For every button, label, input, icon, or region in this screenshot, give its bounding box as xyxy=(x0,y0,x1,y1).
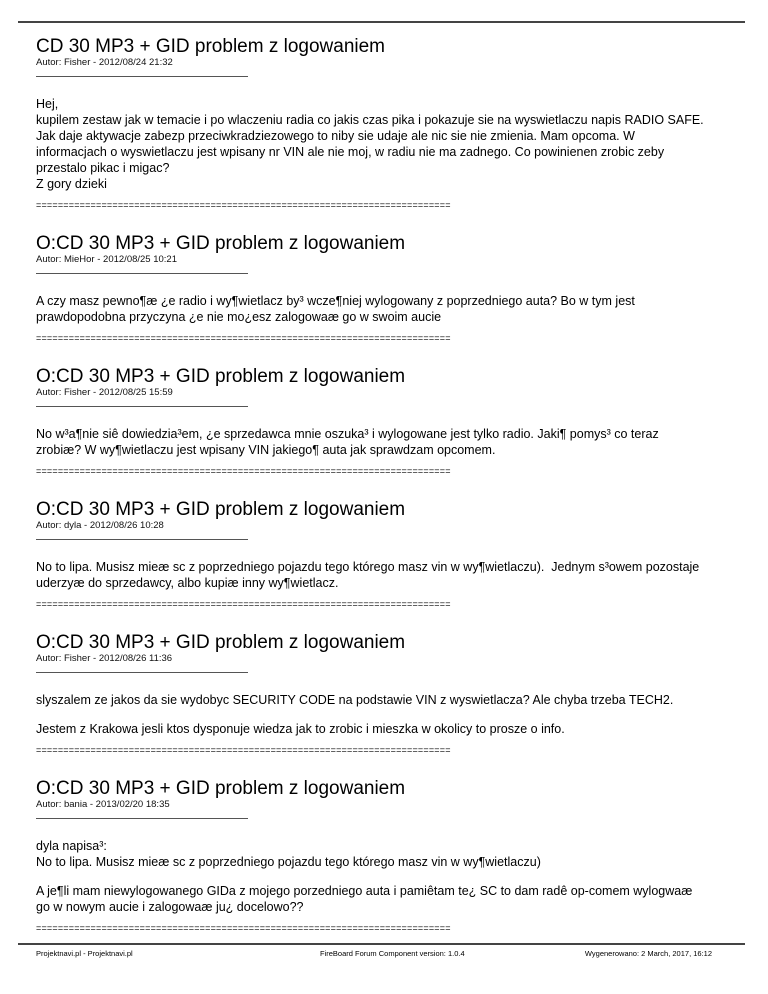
post xyxy=(36,633,736,756)
post-separator: ============================================================================ xyxy=(36,599,451,609)
meta-divider xyxy=(36,76,248,77)
post-title: O:CD 30 MP3 + GID problem z logowaniem xyxy=(36,632,406,653)
post-body xyxy=(36,293,736,325)
meta-divider xyxy=(36,539,248,540)
post-body xyxy=(36,426,736,458)
post-author-date: Autor: Fisher - 2012/08/26 11:36 xyxy=(36,653,173,664)
post-body xyxy=(36,692,736,737)
post-author-date: Autor: bania - 2013/02/20 18:35 xyxy=(36,799,170,810)
post-separator: ============================================================================ xyxy=(36,745,451,755)
post-body xyxy=(36,838,736,915)
footer-generated-date: Wygenerowano: 2 March, 2017, 16:12 xyxy=(584,949,712,958)
post-paragraph: No to lipa. Musisz mieæ sc z poprzedniego pojazdu tego którego masz vin w wy¶wietlaczu). Jednym s³owem pozostaje uderzyæ do sprzedawcy, albo kupiæ inny wy¶wietlacz. xyxy=(36,560,700,590)
post xyxy=(36,234,736,344)
meta-divider xyxy=(36,672,248,673)
post-separator: ============================================================================ xyxy=(36,333,451,343)
post xyxy=(36,779,736,934)
post-title: CD 30 MP3 + GID problem z logowaniem xyxy=(36,36,386,57)
post-separator: ============================================================================ xyxy=(36,466,451,476)
post-paragraph: Hej, kupilem zestaw jak w temacie i po wlaczeniu radia co jakis czas pika i pokazuje sie na wyswietlaczu napis RADIO SAFE. Jak daje aktywacje zabezp przeciwkradziezowego to niby sie udaje ale nic sie nie zmienia. Mam opcoma. W informacjach o wyswietlaczu jest wpisany nr VIN ale nie moj, w radiu nie ma zadnego. Co powinienen zrobic zeby przestalo pikac i migac? Z gory dzieki xyxy=(36,97,704,191)
post-separator: ============================================================================ xyxy=(36,923,451,933)
meta-divider xyxy=(36,273,248,274)
post-author-date: Autor: MieHor - 2012/08/25 10:21 xyxy=(36,254,178,265)
post-title: O:CD 30 MP3 + GID problem z logowaniem xyxy=(36,233,406,254)
post-list xyxy=(36,37,736,957)
post-paragraph: A czy masz pewno¶æ ¿e radio i wy¶wietlacz by³ wcze¶niej wylogowany z poprzedniego auta? Bo w tym jest prawdopodobna przyczyna ¿e nie mo¿esz zalogowaæ go w swoim aucie xyxy=(36,294,635,324)
footer-component-version: FireBoard Forum Component version: 1.0.4 xyxy=(320,949,465,958)
post-body xyxy=(36,559,736,591)
post-paragraph: No w³a¶nie siê dowiedzia³em, ¿e sprzedawca mnie oszuka³ i wylogowane jest tylko radio. Jaki¶ pomys³ co teraz zrobiæ? W wy¶wietlaczu jest wpisany VIN jakiego¶ auta jak sprawdzam opcomem. xyxy=(36,427,659,457)
footer-rule xyxy=(18,943,745,945)
post-title: O:CD 30 MP3 + GID problem z logowaniem xyxy=(36,778,406,799)
post-author-date: Autor: Fisher - 2012/08/25 15:59 xyxy=(36,387,173,398)
post-author-date: Autor: dyla - 2012/08/26 10:28 xyxy=(36,520,164,531)
post xyxy=(36,37,736,211)
top-rule xyxy=(18,21,745,23)
post-author-date: Autor: Fisher - 2012/08/24 21:32 xyxy=(36,57,173,68)
post-paragraph: dyla napisa³: No to lipa. Musisz mieæ sc z poprzedniego pojazdu tego którego masz vin w wy¶wietlaczu) xyxy=(36,839,541,869)
post-paragraph: A je¶li mam niewylogowanego GIDa z mojego porzedniego auta i pamiêtam te¿ SC to dam radê op-comem wylogwaæ go w nowym aucie i zalogowaæ ju¿ docelowo?? xyxy=(36,884,693,914)
post-title: O:CD 30 MP3 + GID problem z logowaniem xyxy=(36,366,406,387)
meta-divider xyxy=(36,406,248,407)
post xyxy=(36,367,736,477)
post-paragraph: Jestem z Krakowa jesli ktos dysponuje wiedza jak to zrobic i mieszka w okolicy to prosze o info. xyxy=(36,722,565,736)
post-paragraph: slyszalem ze jakos da sie wydobyc SECURITY CODE na podstawie VIN z wyswietlacza? Ale chyba trzeba TECH2. xyxy=(36,693,674,707)
post-title: O:CD 30 MP3 + GID problem z logowaniem xyxy=(36,499,406,520)
post-body xyxy=(36,96,736,192)
meta-divider xyxy=(36,818,248,819)
post xyxy=(36,500,736,610)
post-separator: ============================================================================ xyxy=(36,200,451,210)
footer-site: Projektnavi.pl - Projektnavi.pl xyxy=(36,949,133,958)
